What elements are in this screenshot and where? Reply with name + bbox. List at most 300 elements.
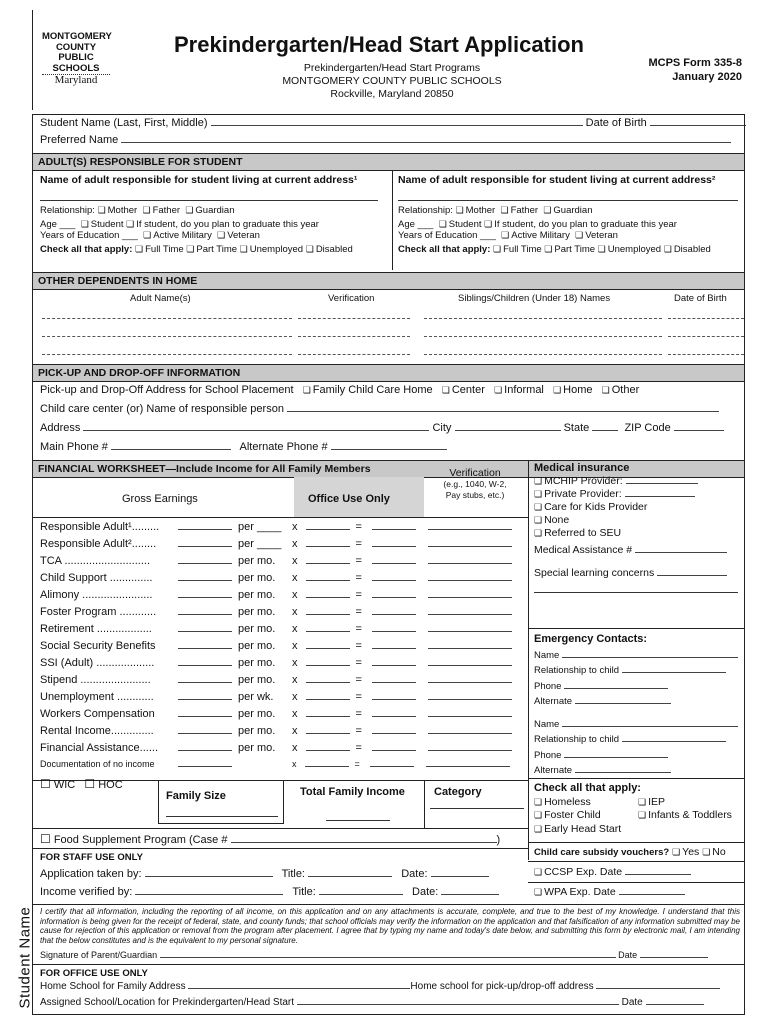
home-pickup-label: Home school for pick-up/drop-off address xyxy=(410,981,594,992)
office-factor-field[interactable] xyxy=(306,580,350,581)
emergency-1-phone-field[interactable] xyxy=(564,688,668,689)
verification-field[interactable] xyxy=(428,750,512,751)
subsidy-yes-checkbox[interactable]: ❏ Yes xyxy=(672,846,699,858)
side-student-name-label: Student Name xyxy=(16,906,34,1009)
income-row xyxy=(32,759,510,769)
dependent-dob-field[interactable] xyxy=(668,336,744,337)
verification-field[interactable] xyxy=(428,648,512,649)
alt-phone-field[interactable] xyxy=(331,449,447,450)
dependents-section-header: OTHER DEPENDENTS IN HOME xyxy=(32,272,744,290)
adult-2-block: Name of adult responsible for student living at current address² Relationship: ❏ Mother ❏ Father ❏ Guardian Age ___ ❏ Student ❏ If student, do you plan to graduate this year Years of Education ___ ❏ Active Military ❏ Veteran Check all that apply: ❏ Full Time ❏ Part Time ❏ Unemployed ❏ Disabled xyxy=(398,174,744,255)
dependents-siblings-header: Siblings/Children (Under 18) Names xyxy=(458,293,611,304)
medical-insurance-block xyxy=(534,462,744,593)
form-date: January 2020 xyxy=(672,71,742,83)
office-result-field[interactable] xyxy=(372,699,416,700)
verification-field[interactable] xyxy=(426,766,510,767)
office-factor-field[interactable] xyxy=(306,750,350,751)
income-row-label: Retirement .................. xyxy=(40,623,152,635)
medical-assistance-field[interactable] xyxy=(635,552,727,553)
dependents-dob-header: Date of Birth xyxy=(674,293,727,304)
adult-1-veteran-checkbox[interactable]: ❏ Veteran xyxy=(217,230,260,241)
income-row-label: Child Support .............. xyxy=(40,572,153,584)
hoc-label: HOC xyxy=(98,779,123,791)
verification-field[interactable] xyxy=(428,699,512,700)
emergency-2-phone-field[interactable] xyxy=(564,757,668,758)
address-field[interactable] xyxy=(83,430,429,431)
income-amount-field[interactable] xyxy=(178,682,232,683)
office-factor-field[interactable] xyxy=(306,682,350,683)
adult-1-mother-checkbox[interactable]: ❏ Mother xyxy=(98,205,138,216)
verified-by-field[interactable] xyxy=(135,894,283,895)
office-result-field[interactable] xyxy=(372,614,416,615)
income-amount-field[interactable] xyxy=(178,529,232,530)
adult-2-parttime-checkbox[interactable]: ❏ Part Time xyxy=(544,244,595,255)
income-row-label: Financial Assistance...... xyxy=(40,742,158,754)
family-size-label: Family Size xyxy=(166,790,226,802)
times-sign: x xyxy=(292,725,298,737)
adult-1-military-checkbox[interactable]: ❏ Active Military xyxy=(143,230,212,241)
pickup-section-header: PICK-UP AND DROP-OFF INFORMATION xyxy=(32,364,744,382)
special-learning-field[interactable] xyxy=(657,575,727,576)
dependent-sibling-field[interactable] xyxy=(424,354,662,355)
signature-field[interactable] xyxy=(160,957,616,958)
special-learning-line2[interactable] xyxy=(534,592,738,593)
income-amount-field[interactable] xyxy=(178,665,232,666)
income-row xyxy=(32,725,512,737)
times-sign: x xyxy=(292,691,298,703)
times-sign: x xyxy=(292,759,297,769)
mcps-logo: MONTGOMERY COUNTY PUBLIC SCHOOLS Maryland xyxy=(42,31,112,86)
adult-1-father-checkbox[interactable]: ❏ Father xyxy=(143,205,181,216)
verified-date-field[interactable] xyxy=(441,894,499,895)
subtitle-programs: Prekindergarten/Head Start Programs xyxy=(303,62,481,74)
verification-field[interactable] xyxy=(428,631,512,632)
main-phone-label: Main Phone # xyxy=(40,441,108,453)
income-frequency[interactable]: per ____ xyxy=(238,521,282,533)
verified-title-label: Title: xyxy=(292,886,316,898)
adult-1-graduate-checkbox[interactable]: ❏ If student, do you plan to graduate this year xyxy=(126,219,319,230)
equals-sign: = xyxy=(355,640,362,652)
office-result-field[interactable] xyxy=(372,529,416,530)
income-row xyxy=(32,623,512,635)
verification-field[interactable] xyxy=(428,529,512,530)
dependent-verification-field[interactable] xyxy=(298,354,410,355)
income-amount-field[interactable] xyxy=(178,699,232,700)
adult-1-fulltime-checkbox[interactable]: ❏ Full Time xyxy=(135,244,184,255)
income-amount-field[interactable] xyxy=(178,733,232,734)
office-factor-field[interactable] xyxy=(306,631,350,632)
pickup-address-label: Pick-up and Drop-Off Address for School Placement xyxy=(40,384,294,396)
income-frequency: per mo. xyxy=(238,708,276,720)
equals-sign: = xyxy=(355,538,362,550)
assigned-school-label: Assigned School/Location for Prekindergarten/Head Start xyxy=(40,997,295,1008)
state-label: State xyxy=(563,422,590,434)
homeless-checkbox[interactable]: ❏ Homeless xyxy=(534,796,638,810)
food-case-field[interactable] xyxy=(231,842,497,843)
wic-checkbox[interactable]: ☐ xyxy=(40,777,51,791)
category-field[interactable] xyxy=(430,808,524,809)
equals-sign: = xyxy=(355,572,362,584)
income-row-label: Rental Income.............. xyxy=(40,725,154,737)
emergency-title: Emergency Contacts: xyxy=(534,633,648,645)
equals-sign: = xyxy=(355,725,362,737)
hoc-checkbox[interactable]: ☐ xyxy=(84,777,96,791)
income-row-label: Responsible Adult¹......... xyxy=(40,521,160,533)
wpa-checkbox[interactable]: ❏ WPA Exp. Date xyxy=(534,886,616,898)
income-amount-field[interactable] xyxy=(178,614,232,615)
office-factor-field[interactable] xyxy=(306,699,350,700)
income-amount-field[interactable] xyxy=(178,580,232,581)
adult-2-fulltime-checkbox[interactable]: ❏ Full Time xyxy=(493,244,542,255)
office-result-field[interactable] xyxy=(372,546,416,547)
times-sign: x xyxy=(292,708,298,720)
office-factor-field[interactable] xyxy=(306,716,350,717)
times-sign: x xyxy=(292,589,298,601)
dependent-sibling-field[interactable] xyxy=(424,318,662,319)
adult-1-block: Name of adult responsible for student living at current address¹ Relationship: ❏ Mother ❏ Father ❏ Guardian Age ___ ❏ Student ❏ If student, do you plan to graduate this year Years of Education ___ ❏ Active Military ❏ Veteran Check all that apply: ❏ Full Time ❏ Part Time ❏ Unemployed ❏ Disabled xyxy=(40,174,388,255)
equals-sign: = xyxy=(355,589,362,601)
taken-title-label: Title: xyxy=(281,868,305,880)
office-factor-field[interactable] xyxy=(306,648,350,649)
income-frequency: per mo. xyxy=(238,555,276,567)
ccsp-checkbox[interactable]: ❏ CCSP Exp. Date xyxy=(534,866,622,878)
verification-header: Verification xyxy=(449,467,501,479)
subsidy-no-checkbox[interactable]: ❏ No xyxy=(702,846,726,858)
zip-label: ZIP Code xyxy=(624,422,671,434)
certification-text: I certify that all information, including the reporting of all income, on this application and on any attachments is accurate, complete, and true to the best of my knowledge. I understand that this information is being given for the receipt of federal, state, and county funds; that school officials may verify the information on the application and that falsification of any information submitted may be cause for rejection of this application or removal from the program after placement. I agree that by typing my name and today's date below, and submitting this form by electronic mail, I am intending that the below constitutes and is the equivalent to my personal signature. xyxy=(40,907,740,945)
assigned-date-field[interactable] xyxy=(646,1004,704,1005)
dependent-verification-field[interactable] xyxy=(298,336,410,337)
adult-2-title: Name of adult responsible for student living at current address² xyxy=(398,174,716,186)
early-head-start-checkbox[interactable]: ❏ Early Head Start xyxy=(534,823,621,835)
staff-use-title: FOR STAFF USE ONLY xyxy=(40,852,143,863)
total-income-label: Total Family Income xyxy=(300,786,405,798)
income-row-label: Social Security Benefits xyxy=(40,640,156,652)
equals-sign: = xyxy=(355,657,362,669)
application-form: MONTGOMERY COUNTY PUBLIC SCHOOLS Maryland Prekindergarten/Head Start Application Prekindergarten/Head Start Programs MONTGOMERY COUNTY PUBLIC SCHOOLS Rockville, Maryland 20850 MCPS Form 335-8 January 2020 Student Name (Last, First, Middle) Date of Birth Preferred Name ADULT(S) RESPONSIBLE FOR STUDENT Name of adult responsible for student living at current address¹ Relationship: ❏ Mother ❏ Father ❏ Guardian Age ___ ❏ Student ❏ If student, do you plan to graduate this year Years of Education ___ ❏ Active Military ❏ Veteran Check all that apply: ❏ Full Time ❏ Part Time ❏ Unemployed ❏ Disabled Name of adult responsible for student living at current address² Relationship: ❏ Mother ❏ Father ❏ Guardian Age ___ ❏ Student ❏ If student, do you plan to graduate this year Years of Education ___ ❏ Active Military ❏ Veteran Check all that apply: ❏ Full Time ❏ Part Time ❏ Unemployed ❏ Disabled OTHER DEPENDENTS IN HOME Adult Name(s) Verification Siblings/Children (Under 18) Names Date of Birth PICK-UP AND DROP-OFF INFORMATION Pick-up and Drop-Off Address for School Placement ❏ Family Child Care Home ❏ Center ❏ Informal ❏ Home ❏ Other Child care center (or) Name of responsible person Address City State ZIP Code Main Phone # Alternate Phone # FINANCIAL WORKSHEET—Include Income for All Family Members Office Use Only Gross Earnings Verification (e.g., 1040, W-2, Pay stubs, etc.) Responsible Adult¹......... per ____ x = Responsible Adult²........ per ____ x = TCA ............................ per mo. x = Child Support .............. per mo. x = Alimony ....................... per mo. x = Foster Program ............ per mo. x = Retirement .................. per mo. x = Social Security Benefits per mo. x = SSI (Adult) ................... per mo. x = Stipend ....................... per mo. x = Unemployment ............ per wk. x = Workers Compensation per mo. x = Rental Income.............. per mo. x = Financial Assistance...... per mo. x = Documentation of no income x = ☐ WIC ☐ HOC Family Size Total Family Income Category ☐ Food Supplement Program (Case # ) Medical insurance ❏ MCHIP Provider: ❏ Private Provider: ❏ Care for Kids Provider ❏ None ❏ Referred to SEU Medical Assistance # Special learning concerns Emergency Contacts: Name Relationship to child Phone Alternate Name Relationship to child Phone Alternate Check all that apply: ❏ Homeless❏ IEP ❏ Foster Child❏ Infants & Toddlers ❏ Early Head Start Child care subsidy vouchers? ❏ Yes ❏ No ❏ CCSP Exp. Date ❏ WPA Exp. Date FOR STAFF USE ONLY Application taken by: Title: Date: Income verified by: Title: Date: I certify that all information, including the reporting of all income, on this application and on any attachments is accurate, complete, and true to the best of my knowledge. I understand that this information is being given for the receipt of federal, state, and county funds; that school officials may verify the information on the application and that falsification of any information submitted may be cause for rejection of this application or removal from the program after placement. I agree that by typing my name and today's date below, and submitting this form by electronic mail, I am intending that the below constitutes and is the equivalent to my personal signature. Signature of Parent/Guardian Date FOR OFFICE USE ONLY Home School for Family Address Home school for pick-up/drop-off address Assigned School/Location for Prekindergarten/Head Start Date xyxy=(32,10,744,1015)
income-row xyxy=(32,538,512,550)
office-result-field[interactable] xyxy=(370,766,414,767)
adult-2-graduate-checkbox[interactable]: ❏ If student, do you plan to graduate this year xyxy=(484,219,677,230)
office-result-field[interactable] xyxy=(372,563,416,564)
verification-field[interactable] xyxy=(428,733,512,734)
equals-sign: = xyxy=(355,742,362,754)
signature-date-field[interactable] xyxy=(640,957,708,958)
wpa-date-field[interactable] xyxy=(619,894,685,895)
office-factor-field[interactable] xyxy=(306,665,350,666)
taken-by-label: Application taken by: xyxy=(40,868,142,880)
medical-title: Medical insurance xyxy=(534,462,630,474)
income-row xyxy=(32,691,512,703)
office-result-field[interactable] xyxy=(372,580,416,581)
times-sign: x xyxy=(292,657,298,669)
equals-sign: = xyxy=(355,555,362,567)
verification-field[interactable] xyxy=(428,563,512,564)
home-pickup-field[interactable] xyxy=(596,988,720,989)
verified-by-label: Income verified by: xyxy=(40,886,133,898)
assigned-date-label: Date xyxy=(621,997,643,1008)
times-sign: x xyxy=(292,521,298,533)
office-result-field[interactable] xyxy=(372,631,416,632)
office-factor-field[interactable] xyxy=(305,766,349,767)
informal-checkbox[interactable]: ❏ Informal xyxy=(494,384,544,396)
dependents-adult-header: Adult Name(s) xyxy=(130,293,191,304)
income-amount-field[interactable] xyxy=(178,750,232,751)
verification-field[interactable] xyxy=(428,546,512,547)
none-checkbox[interactable]: ❏ None xyxy=(534,514,569,526)
emergency-2-alternate-field[interactable] xyxy=(575,772,671,773)
dependents-verification-header: Verification xyxy=(328,293,375,304)
adults-section-header: ADULT(S) RESPONSIBLE FOR STUDENT xyxy=(32,153,744,171)
check-apply-block xyxy=(534,782,744,836)
total-income-field[interactable] xyxy=(326,820,390,821)
income-row-label: Foster Program ............ xyxy=(40,606,157,618)
income-frequency: per mo. xyxy=(238,725,276,737)
dob-field[interactable] xyxy=(650,125,746,126)
income-row-label: TCA ............................ xyxy=(40,555,151,567)
adult-2-mother-checkbox[interactable]: ❏ Mother xyxy=(456,205,496,216)
equals-sign: = xyxy=(355,708,362,720)
income-amount-field[interactable] xyxy=(178,597,232,598)
check-apply-title: Check all that apply: xyxy=(534,782,641,794)
verified-date-label: Date: xyxy=(412,886,439,898)
adult-1-disabled-checkbox[interactable]: ❏ Disabled xyxy=(306,244,353,255)
income-row-label: Responsible Adult²........ xyxy=(40,538,157,550)
office-factor-field[interactable] xyxy=(306,563,350,564)
income-amount-field[interactable] xyxy=(178,716,232,717)
taken-date-field[interactable] xyxy=(431,876,489,877)
verification-field[interactable] xyxy=(428,597,512,598)
office-result-field[interactable] xyxy=(372,750,416,751)
adult-1-student-checkbox[interactable]: ❏ Student xyxy=(81,219,124,230)
income-amount-field[interactable] xyxy=(178,546,232,547)
category-label: Category xyxy=(434,786,482,798)
equals-sign: = xyxy=(355,691,362,703)
referred-seu-checkbox[interactable]: ❏ Referred to SEU xyxy=(534,527,621,539)
verification-field[interactable] xyxy=(428,665,512,666)
income-frequency: per mo. xyxy=(238,606,276,618)
food-supplement-label: Food Supplement Program (Case # xyxy=(53,834,228,846)
childcare-field[interactable] xyxy=(287,411,719,412)
financial-section-header: FINANCIAL WORKSHEET—Include Income for All Family Members xyxy=(32,460,744,478)
dependent-adult-field[interactable] xyxy=(42,336,292,337)
state-field[interactable] xyxy=(592,430,618,431)
adult-1-unemployed-checkbox[interactable]: ❏ Unemployed xyxy=(240,244,303,255)
times-sign: x xyxy=(292,606,298,618)
office-use-title: FOR OFFICE USE ONLY xyxy=(40,968,148,979)
form-number: MCPS Form 335-8 xyxy=(648,57,742,69)
city-label: City xyxy=(432,422,452,434)
adult-2-age-field[interactable]: Age ___ xyxy=(398,219,434,230)
income-row xyxy=(32,589,512,601)
adult-1-parttime-checkbox[interactable]: ❏ Part Time xyxy=(186,244,237,255)
times-sign: x xyxy=(292,623,298,635)
income-frequency: per mo. xyxy=(238,572,276,584)
equals-sign: = xyxy=(355,674,362,686)
emergency-1-name-field[interactable] xyxy=(562,657,738,658)
food-supplement-checkbox[interactable]: ☐ xyxy=(40,832,51,846)
income-frequency: per mo. xyxy=(238,657,276,669)
office-factor-field[interactable] xyxy=(306,733,350,734)
income-row-label: Stipend ....................... xyxy=(40,674,151,686)
dependent-verification-field[interactable] xyxy=(298,318,410,319)
office-use-header: Office Use Only xyxy=(308,493,390,505)
income-amount-field[interactable] xyxy=(178,563,232,564)
office-result-field[interactable] xyxy=(372,648,416,649)
income-row xyxy=(32,555,512,567)
income-row xyxy=(32,742,512,754)
care-for-kids-checkbox[interactable]: ❏ Care for Kids Provider xyxy=(534,501,647,513)
adult-1-guardian-checkbox[interactable]: ❏ Guardian xyxy=(185,205,234,216)
office-result-field[interactable] xyxy=(372,682,416,683)
adult-2-student-checkbox[interactable]: ❏ Student xyxy=(439,219,482,230)
private-provider-field[interactable] xyxy=(625,496,695,497)
verified-title-field[interactable] xyxy=(319,894,403,895)
wic-label: WIC xyxy=(53,779,76,791)
subtitle-mcps: MONTGOMERY COUNTY PUBLIC SCHOOLS xyxy=(282,75,502,87)
times-sign: x xyxy=(292,674,298,686)
equals-sign: = xyxy=(355,521,362,533)
taken-by-field[interactable] xyxy=(145,876,273,877)
ccsp-date-field[interactable] xyxy=(625,874,691,875)
income-row xyxy=(32,572,512,584)
times-sign: x xyxy=(292,742,298,754)
income-frequency: per mo. xyxy=(238,623,276,635)
private-provider-checkbox[interactable]: ❏ Private Provider: xyxy=(534,488,622,500)
income-frequency: per mo. xyxy=(238,742,276,754)
office-result-field[interactable] xyxy=(372,597,416,598)
emergency-1-alternate-field[interactable] xyxy=(575,703,671,704)
income-row xyxy=(32,521,512,533)
office-factor-field[interactable] xyxy=(306,546,350,547)
income-row xyxy=(32,657,512,669)
assigned-school-field[interactable] xyxy=(297,1004,619,1005)
center-checkbox[interactable]: ❏ Center xyxy=(442,384,485,396)
verification-field[interactable] xyxy=(428,716,512,717)
office-factor-field[interactable] xyxy=(306,529,350,530)
family-child-care-checkbox[interactable]: ❏ Family Child Care Home xyxy=(303,384,433,396)
home-checkbox[interactable]: ❏ Home xyxy=(553,384,592,396)
income-amount-field[interactable] xyxy=(178,631,232,632)
other-checkbox[interactable]: ❏ Other xyxy=(602,384,640,396)
alt-phone-label: Alternate Phone # xyxy=(239,441,328,453)
subtitle-city: Rockville, Maryland 20850 xyxy=(330,88,454,100)
infants-toddlers-checkbox[interactable]: ❏ Infants & Toddlers xyxy=(638,809,732,821)
iep-checkbox[interactable]: ❏ IEP xyxy=(638,796,665,808)
adult-2-father-checkbox[interactable]: ❏ Father xyxy=(501,205,539,216)
verification-field[interactable] xyxy=(428,682,512,683)
income-frequency[interactable]: per ____ xyxy=(238,538,282,550)
income-row-label: SSI (Adult) ................... xyxy=(40,657,155,669)
equals-sign: = xyxy=(355,623,362,635)
dependent-adult-field[interactable] xyxy=(42,318,292,319)
emergency-2-relationship-field[interactable] xyxy=(622,741,726,742)
gross-earnings-header: Gross Earnings xyxy=(122,493,198,505)
office-result-field[interactable] xyxy=(372,716,416,717)
adult-2-guardian-checkbox[interactable]: ❏ Guardian xyxy=(543,205,592,216)
income-frequency: per mo. xyxy=(238,589,276,601)
times-sign: x xyxy=(292,538,298,550)
adult-1-name-field[interactable] xyxy=(40,200,378,201)
times-sign: x xyxy=(292,640,298,652)
verification-field[interactable] xyxy=(428,580,512,581)
emergency-contacts-block: Emergency Contacts: Name Relationship to child Phone Alternate Name Relationship to child Phone Alternate xyxy=(534,632,744,779)
special-learning-label: Special learning concerns xyxy=(534,567,655,579)
subsidy-label: Child care subsidy vouchers? xyxy=(534,847,670,858)
dob-label: Date of Birth xyxy=(585,117,647,129)
office-factor-field[interactable] xyxy=(306,597,350,598)
verification-field[interactable] xyxy=(428,614,512,615)
childcare-label: Child care center (or) Name of responsible person xyxy=(40,403,284,415)
emergency-1-relationship-field[interactable] xyxy=(622,672,726,673)
adult-2-name-field[interactable] xyxy=(398,200,738,201)
income-frequency: per mo. xyxy=(238,640,276,652)
dependent-dob-field[interactable] xyxy=(668,318,744,319)
income-row xyxy=(32,640,512,652)
foster-child-checkbox[interactable]: ❏ Foster Child xyxy=(534,809,638,823)
mchip-checkbox[interactable]: ❏ MCHIP Provider: xyxy=(534,475,623,487)
adult-2-unemployed-checkbox[interactable]: ❏ Unemployed xyxy=(598,244,661,255)
emergency-2-name-field[interactable] xyxy=(562,726,738,727)
signature-date-label: Date xyxy=(618,950,638,960)
zip-field[interactable] xyxy=(674,430,724,431)
income-row-label: Workers Compensation xyxy=(40,708,155,720)
page-title: Prekindergarten/Head Start Application xyxy=(174,32,584,57)
home-school-field[interactable] xyxy=(188,988,410,989)
signature-label: Signature of Parent/Guardian xyxy=(40,950,158,960)
adult-1-age-field[interactable]: Age ___ xyxy=(40,219,76,230)
medical-assistance-label: Medical Assistance # xyxy=(534,544,633,556)
office-result-field[interactable] xyxy=(372,733,416,734)
adult-1-years-field[interactable]: Years of Education ___ xyxy=(40,230,138,241)
home-school-label: Home School for Family Address xyxy=(40,981,186,992)
main-phone-field[interactable] xyxy=(111,449,231,450)
office-result-field[interactable] xyxy=(372,665,416,666)
city-field[interactable] xyxy=(455,430,561,431)
income-row xyxy=(32,606,512,618)
adult-2-years-field[interactable]: Years of Education ___ xyxy=(398,230,496,241)
office-factor-field[interactable] xyxy=(306,614,350,615)
taken-title-field[interactable] xyxy=(308,876,392,877)
address-label: Address xyxy=(40,422,81,434)
times-sign: x xyxy=(292,555,298,567)
times-sign: x xyxy=(292,572,298,584)
adult-1-title: Name of adult responsible for student living at current address¹ xyxy=(40,174,358,186)
dependent-dob-field[interactable] xyxy=(668,354,744,355)
adult-2-disabled-checkbox[interactable]: ❏ Disabled xyxy=(664,244,711,255)
income-amount-field[interactable] xyxy=(178,648,232,649)
family-size-field[interactable] xyxy=(166,816,278,817)
income-frequency: per mo. xyxy=(238,674,276,686)
adult-2-military-checkbox[interactable]: ❏ Active Military xyxy=(501,230,570,241)
dependent-sibling-field[interactable] xyxy=(424,336,662,337)
preferred-name-field[interactable] xyxy=(121,142,731,143)
income-amount-field[interactable] xyxy=(178,766,232,767)
student-name-label: Student Name (Last, First, Middle) xyxy=(40,117,208,129)
income-row-label: Alimony ....................... xyxy=(40,589,153,601)
adult-2-veteran-checkbox[interactable]: ❏ Veteran xyxy=(575,230,618,241)
mchip-field[interactable] xyxy=(626,483,698,484)
equals-sign: = xyxy=(354,759,360,769)
income-row-label: Documentation of no income xyxy=(40,759,155,769)
student-name-field[interactable] xyxy=(211,125,583,126)
dependent-adult-field[interactable] xyxy=(42,354,292,355)
taken-date-label: Date: xyxy=(401,868,428,880)
income-row xyxy=(32,708,512,720)
income-frequency: per wk. xyxy=(238,691,274,703)
preferred-name-label: Preferred Name xyxy=(40,134,119,146)
income-row xyxy=(32,674,512,686)
